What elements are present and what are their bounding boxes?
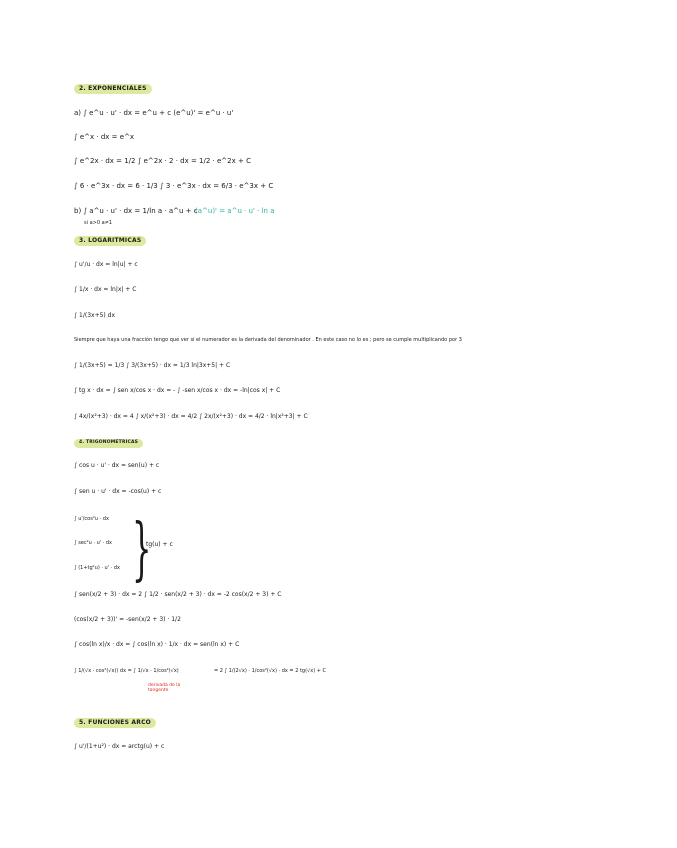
formula-trig-sqrt-b: = 2 ∫ 1/(2√x) · 1/cos²(√x) · dx = 2 tg(√x) + C: [214, 668, 327, 674]
formula-exp-6e3x: ∫ 6 · e^3x · dx = 6 · 1/3 ∫ 3 · e^3x · dx = 6/3 · e^3x + C: [74, 182, 274, 190]
annotation-derivada-tangente: derivada de la tangente: [148, 683, 181, 693]
formula-log-1: ∫ u'/u · dx = ln|u| + c: [74, 261, 138, 268]
formula-exp-a: a) ∫ e^u · u' · dx = e^u + c (e^u)' = e^u · u': [74, 109, 234, 117]
section-heading-funciones-arco: 5. FUNCIONES ARCO: [74, 718, 156, 728]
formula-arc-1: ∫ u'/(1+u²) · dx = arctg(u) + c: [74, 743, 165, 750]
formula-trig-sqrt-a: ∫ 1/(√x · cos²(√x)) dx = ∫ 1/√x · 1/cos²(√x): [74, 668, 179, 674]
formula-log-3: ∫ 1/(3x+5) dx: [74, 312, 116, 319]
formula-trig-sen: ∫ sen u · u' · dx = -cos(u) + c: [74, 488, 162, 495]
formula-exp-ex: ∫ e^x · dx = e^x: [74, 133, 135, 141]
formula-trig-group-2: ∫ sec²u · u' · dx: [74, 540, 113, 546]
formula-log-2: ∫ 1/x · dx = ln|x| + C: [74, 286, 137, 293]
formula-log-4: ∫ 1/(3x+5) = 1/3 ∫ 3/(3x+5) · dx = 1/3 ln|3x+5| + C: [74, 362, 231, 369]
formula-trig-group-result: tg(u) + c: [146, 541, 173, 548]
formula-trig-group-3: ∫ (1+tg²u) · u' · dx: [74, 565, 120, 571]
formula-trig-sen-x2: ∫ sen(x/2 + 3) · dx = 2 ∫ 1/2 · sen(x/2 + 3) · dx = -2 cos(x/2 + 3) + C: [74, 591, 282, 598]
note-log: Siempre que haya una fracción tengo que ver si el numerador es la derivada del denominador . En este caso no lo es ; pero se cumple multiplicando por 3: [74, 337, 462, 343]
formula-log-5: ∫ tg x · dx = ∫ sen x/cos x · dx = - ∫ -sen x/cos x · dx = -ln|cos x| + C: [74, 387, 281, 394]
section-heading-trigonometricas: 4. TRIGONOMETRICAS: [74, 439, 143, 448]
section-heading-logaritmicas: 3. LOGARITMICAS: [74, 236, 146, 246]
formula-exp-e2x: ∫ e^2x · dx = 1/2 ∫ e^2x · 2 · dx = 1/2 · e^2x + C: [74, 157, 251, 165]
formula-exp-b-condition: si a>0 a≠1: [84, 220, 113, 226]
formula-log-6: ∫ 4x/(x²+3) · dx = 4 ∫ x/(x²+3) · dx = 4/2 ∫ 2x/(x²+3) · dx = 4/2 · ln|x²+3| + C: [74, 413, 308, 420]
section-heading-exponenciales: 2. EXPONENCIALES: [74, 84, 152, 94]
right-brace-icon: }: [132, 510, 152, 589]
formula-exp-b: b) ∫ a^u · u' · dx = 1/ln a · a^u + c: [74, 207, 198, 215]
formula-trig-cos: ∫ cos u · u' · dx = sen(u) + c: [74, 462, 160, 469]
formula-trig-derivative: (cos(x/2 + 3))' = -sen(x/2 + 3) · 1/2: [74, 616, 181, 623]
formula-trig-cos-ln: ∫ cos(ln x)/x · dx = ∫ cos(ln x) · 1/x · dx = sen(ln x) + C: [74, 641, 240, 648]
formula-exp-b-note: (a^u)' = a^u · u' · ln a: [195, 207, 275, 215]
formula-trig-group-1: ∫ u'/cos²u · dx: [74, 516, 109, 522]
